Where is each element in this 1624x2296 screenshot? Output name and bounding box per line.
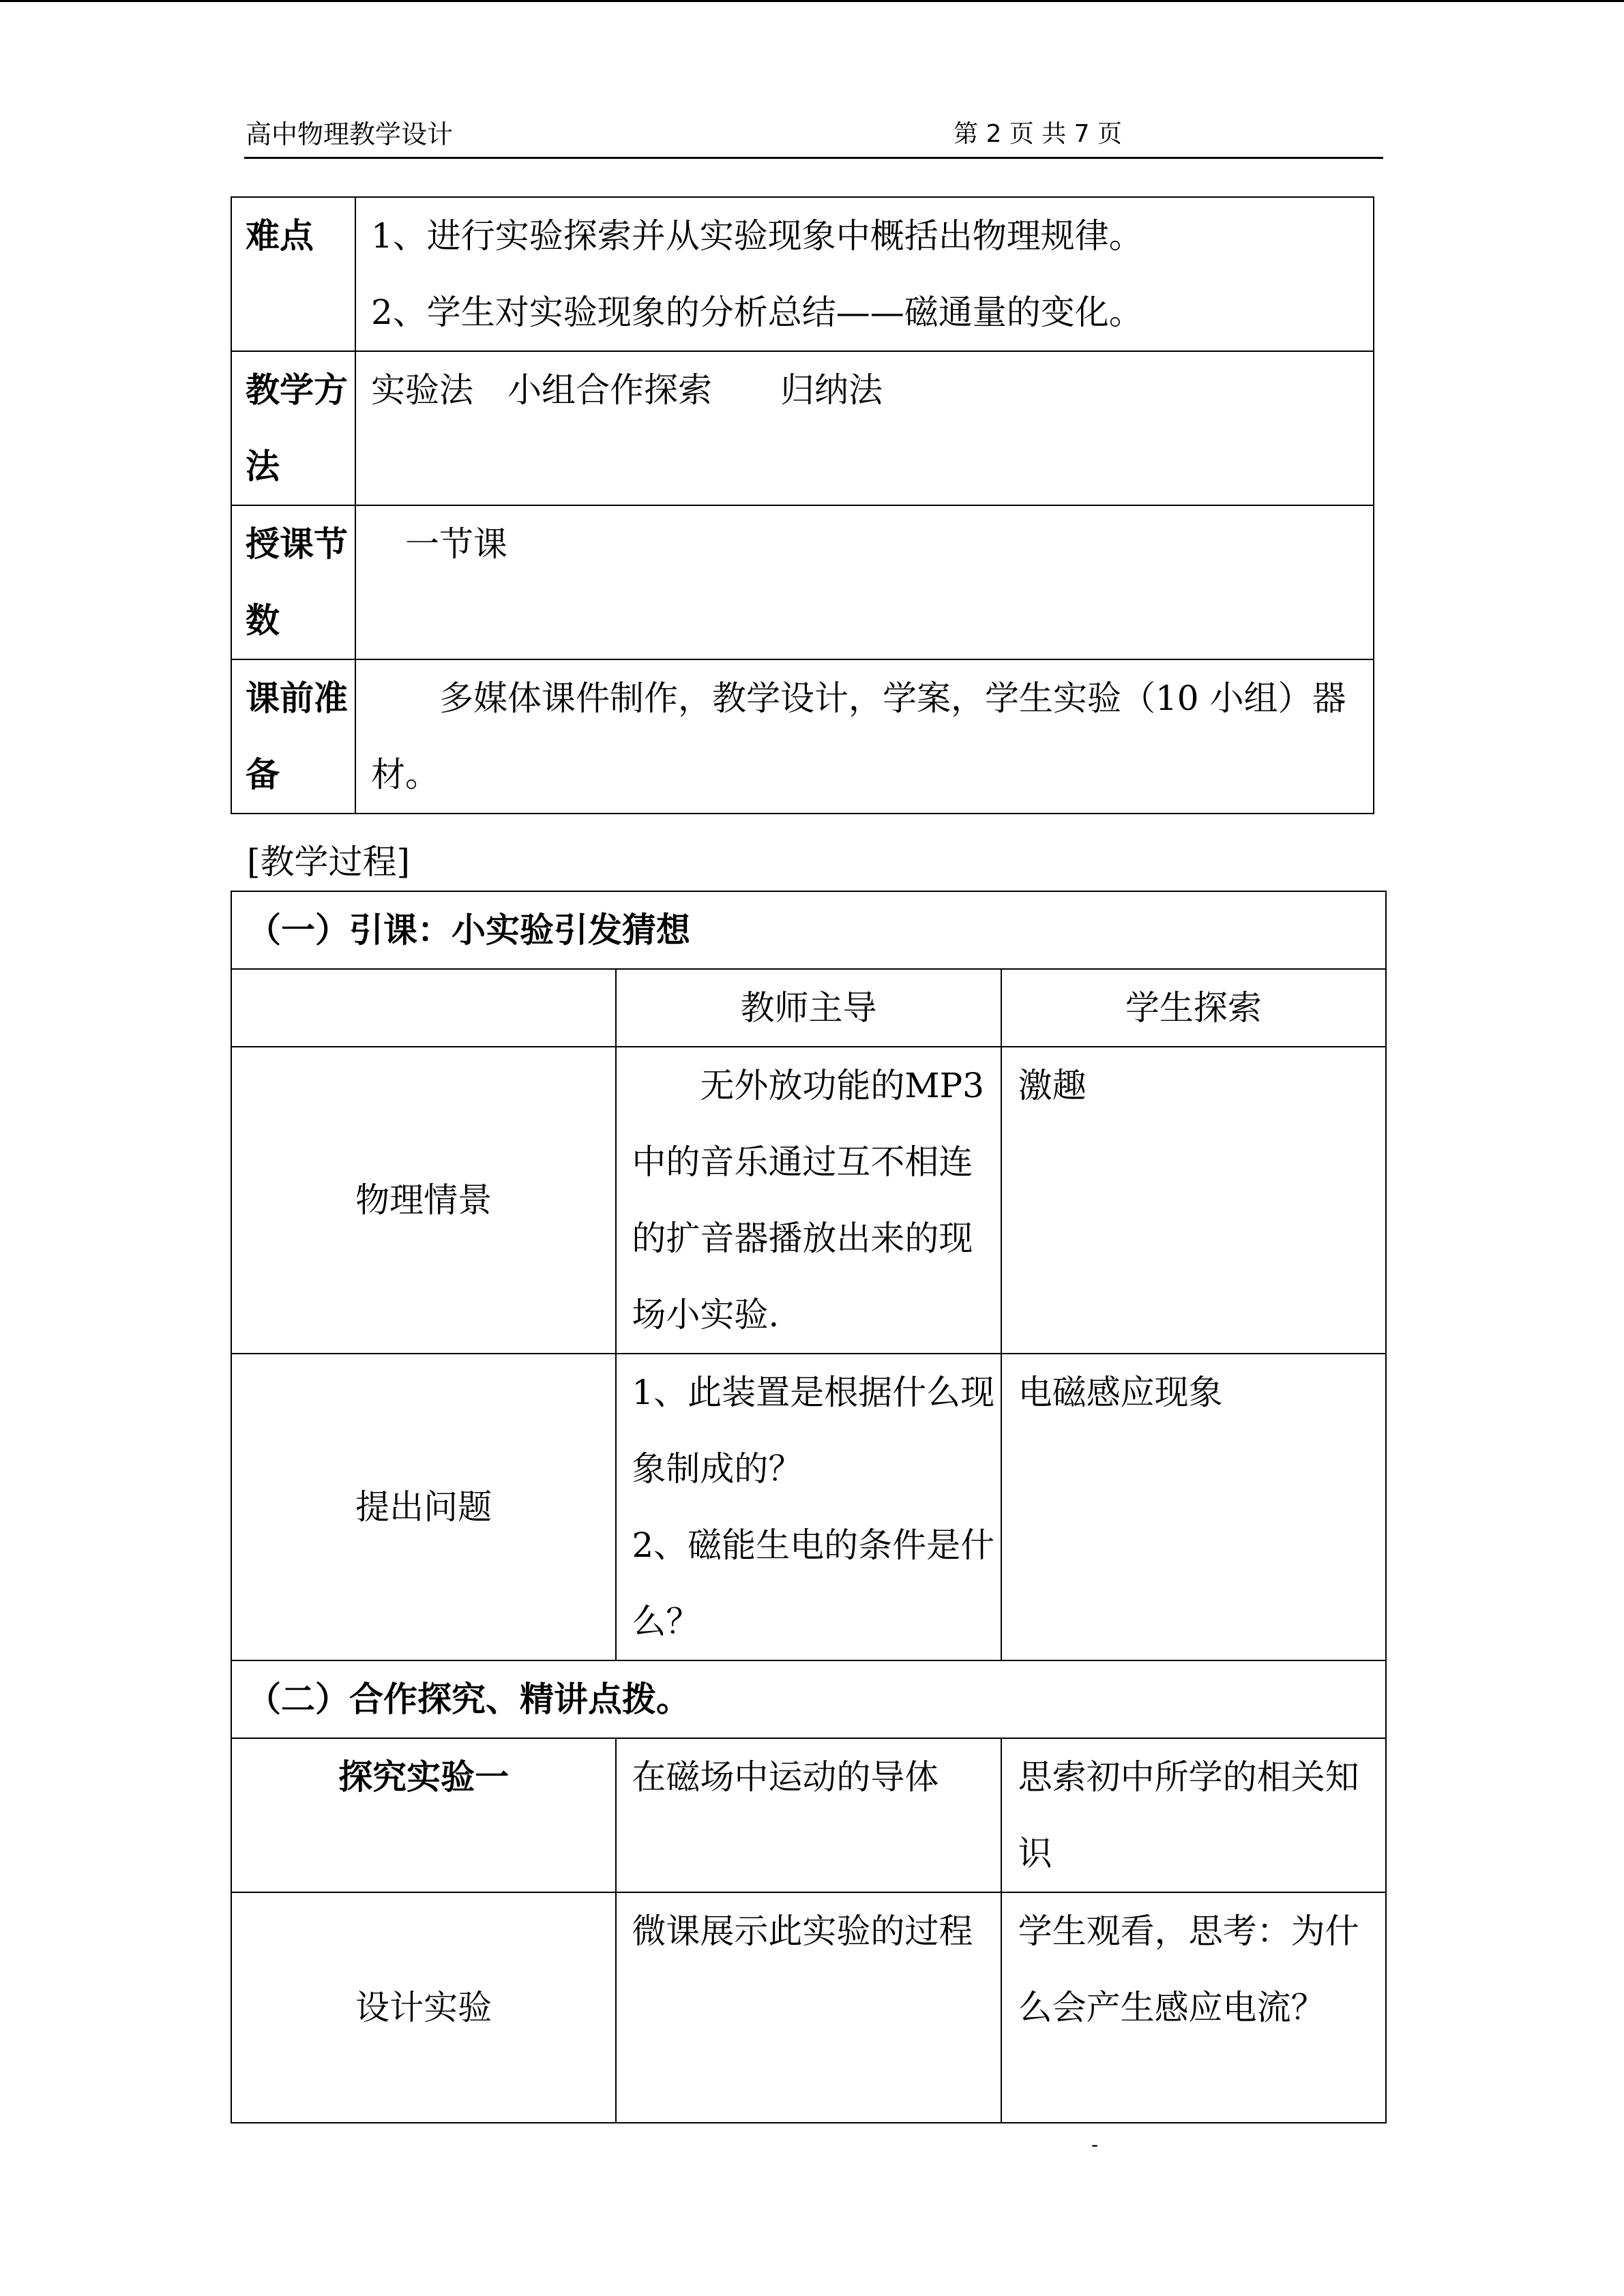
header-teacher: 教师主导 bbox=[616, 969, 1001, 1047]
row-label: 物理情景 bbox=[231, 1047, 616, 1354]
table-row bbox=[231, 969, 1386, 1047]
table-row bbox=[231, 1354, 1386, 1660]
document-title: 高中物理教学设计 bbox=[246, 119, 454, 149]
text-line: 实验法 小组合作探索 归纳法 bbox=[371, 370, 883, 410]
header-student: 学生探索 bbox=[1001, 969, 1386, 1047]
text-line: 2、学生对实验现象的分析总结——磁通量的变化。 bbox=[371, 293, 1143, 332]
value-preparation bbox=[355, 659, 1374, 814]
table-row bbox=[231, 197, 1374, 351]
text-line: 1、进行实验探索并从实验现象中概括出物理规律。 bbox=[371, 216, 1143, 256]
text-line: 2、磁能生电的条件是什么？ bbox=[632, 1525, 995, 1641]
teacher-cell: 微课展示此实验的过程 bbox=[616, 1892, 1001, 2123]
student-cell: 电磁感应现象 bbox=[1001, 1354, 1386, 1660]
row-label: 探究实验一 bbox=[231, 1738, 616, 1892]
text-line: 一节课 bbox=[371, 524, 507, 564]
table-row bbox=[231, 1660, 1386, 1738]
top-border bbox=[0, 0, 1624, 2]
label-difficulty: 难点 bbox=[231, 197, 355, 351]
label-preparation: 课前准备 bbox=[231, 659, 355, 814]
table-row bbox=[231, 659, 1374, 814]
table-row bbox=[231, 1892, 1386, 2123]
value-method bbox=[355, 351, 1374, 505]
process-table bbox=[231, 891, 1387, 2123]
teacher-cell: 在磁场中运动的导体 bbox=[616, 1738, 1001, 1892]
teacher-cell bbox=[616, 1354, 1001, 1660]
value-lessons bbox=[355, 505, 1374, 659]
header-empty-cell bbox=[231, 969, 616, 1047]
teacher-cell: 无外放功能的MP3 中的音乐通过互不相连的扩音器播放出来的现场小实验. bbox=[616, 1047, 1001, 1354]
section-heading-2: （二）合作探究、精讲点拨。 bbox=[231, 1660, 1386, 1738]
table-row bbox=[231, 1738, 1386, 1892]
text-line: 多媒体课件制作，教学设计，学案，学生实验（10 小组）器材。 bbox=[371, 679, 1346, 794]
student-cell: 学生观看，思考：为什么会产生感应电流？ bbox=[1001, 1892, 1386, 2123]
table-row bbox=[231, 351, 1374, 505]
info-table bbox=[231, 196, 1374, 814]
table-row bbox=[231, 891, 1386, 969]
row-label: 设计实验 bbox=[231, 1892, 616, 2123]
row-label: 提出问题 bbox=[231, 1354, 616, 1660]
label-method: 教学方法 bbox=[231, 351, 355, 505]
student-cell: 激趣 bbox=[1001, 1047, 1386, 1354]
table-row bbox=[231, 505, 1374, 659]
text-line: 1、此装置是根据什么现象制成的？ bbox=[632, 1373, 995, 1489]
page-number: 第 2 页 共 7 页 bbox=[954, 120, 1123, 148]
value-difficulty bbox=[355, 197, 1374, 351]
section-title: [教学过程] bbox=[247, 842, 411, 882]
student-cell: 思索初中所学的相关知识 bbox=[1001, 1738, 1386, 1892]
label-lessons: 授课节数 bbox=[231, 505, 355, 659]
section-heading-1: （一）引课：小实验引发猜想 bbox=[231, 891, 1386, 969]
page-header bbox=[244, 117, 1383, 159]
footer-mark: - bbox=[1091, 2133, 1099, 2157]
table-row bbox=[231, 1047, 1386, 1354]
